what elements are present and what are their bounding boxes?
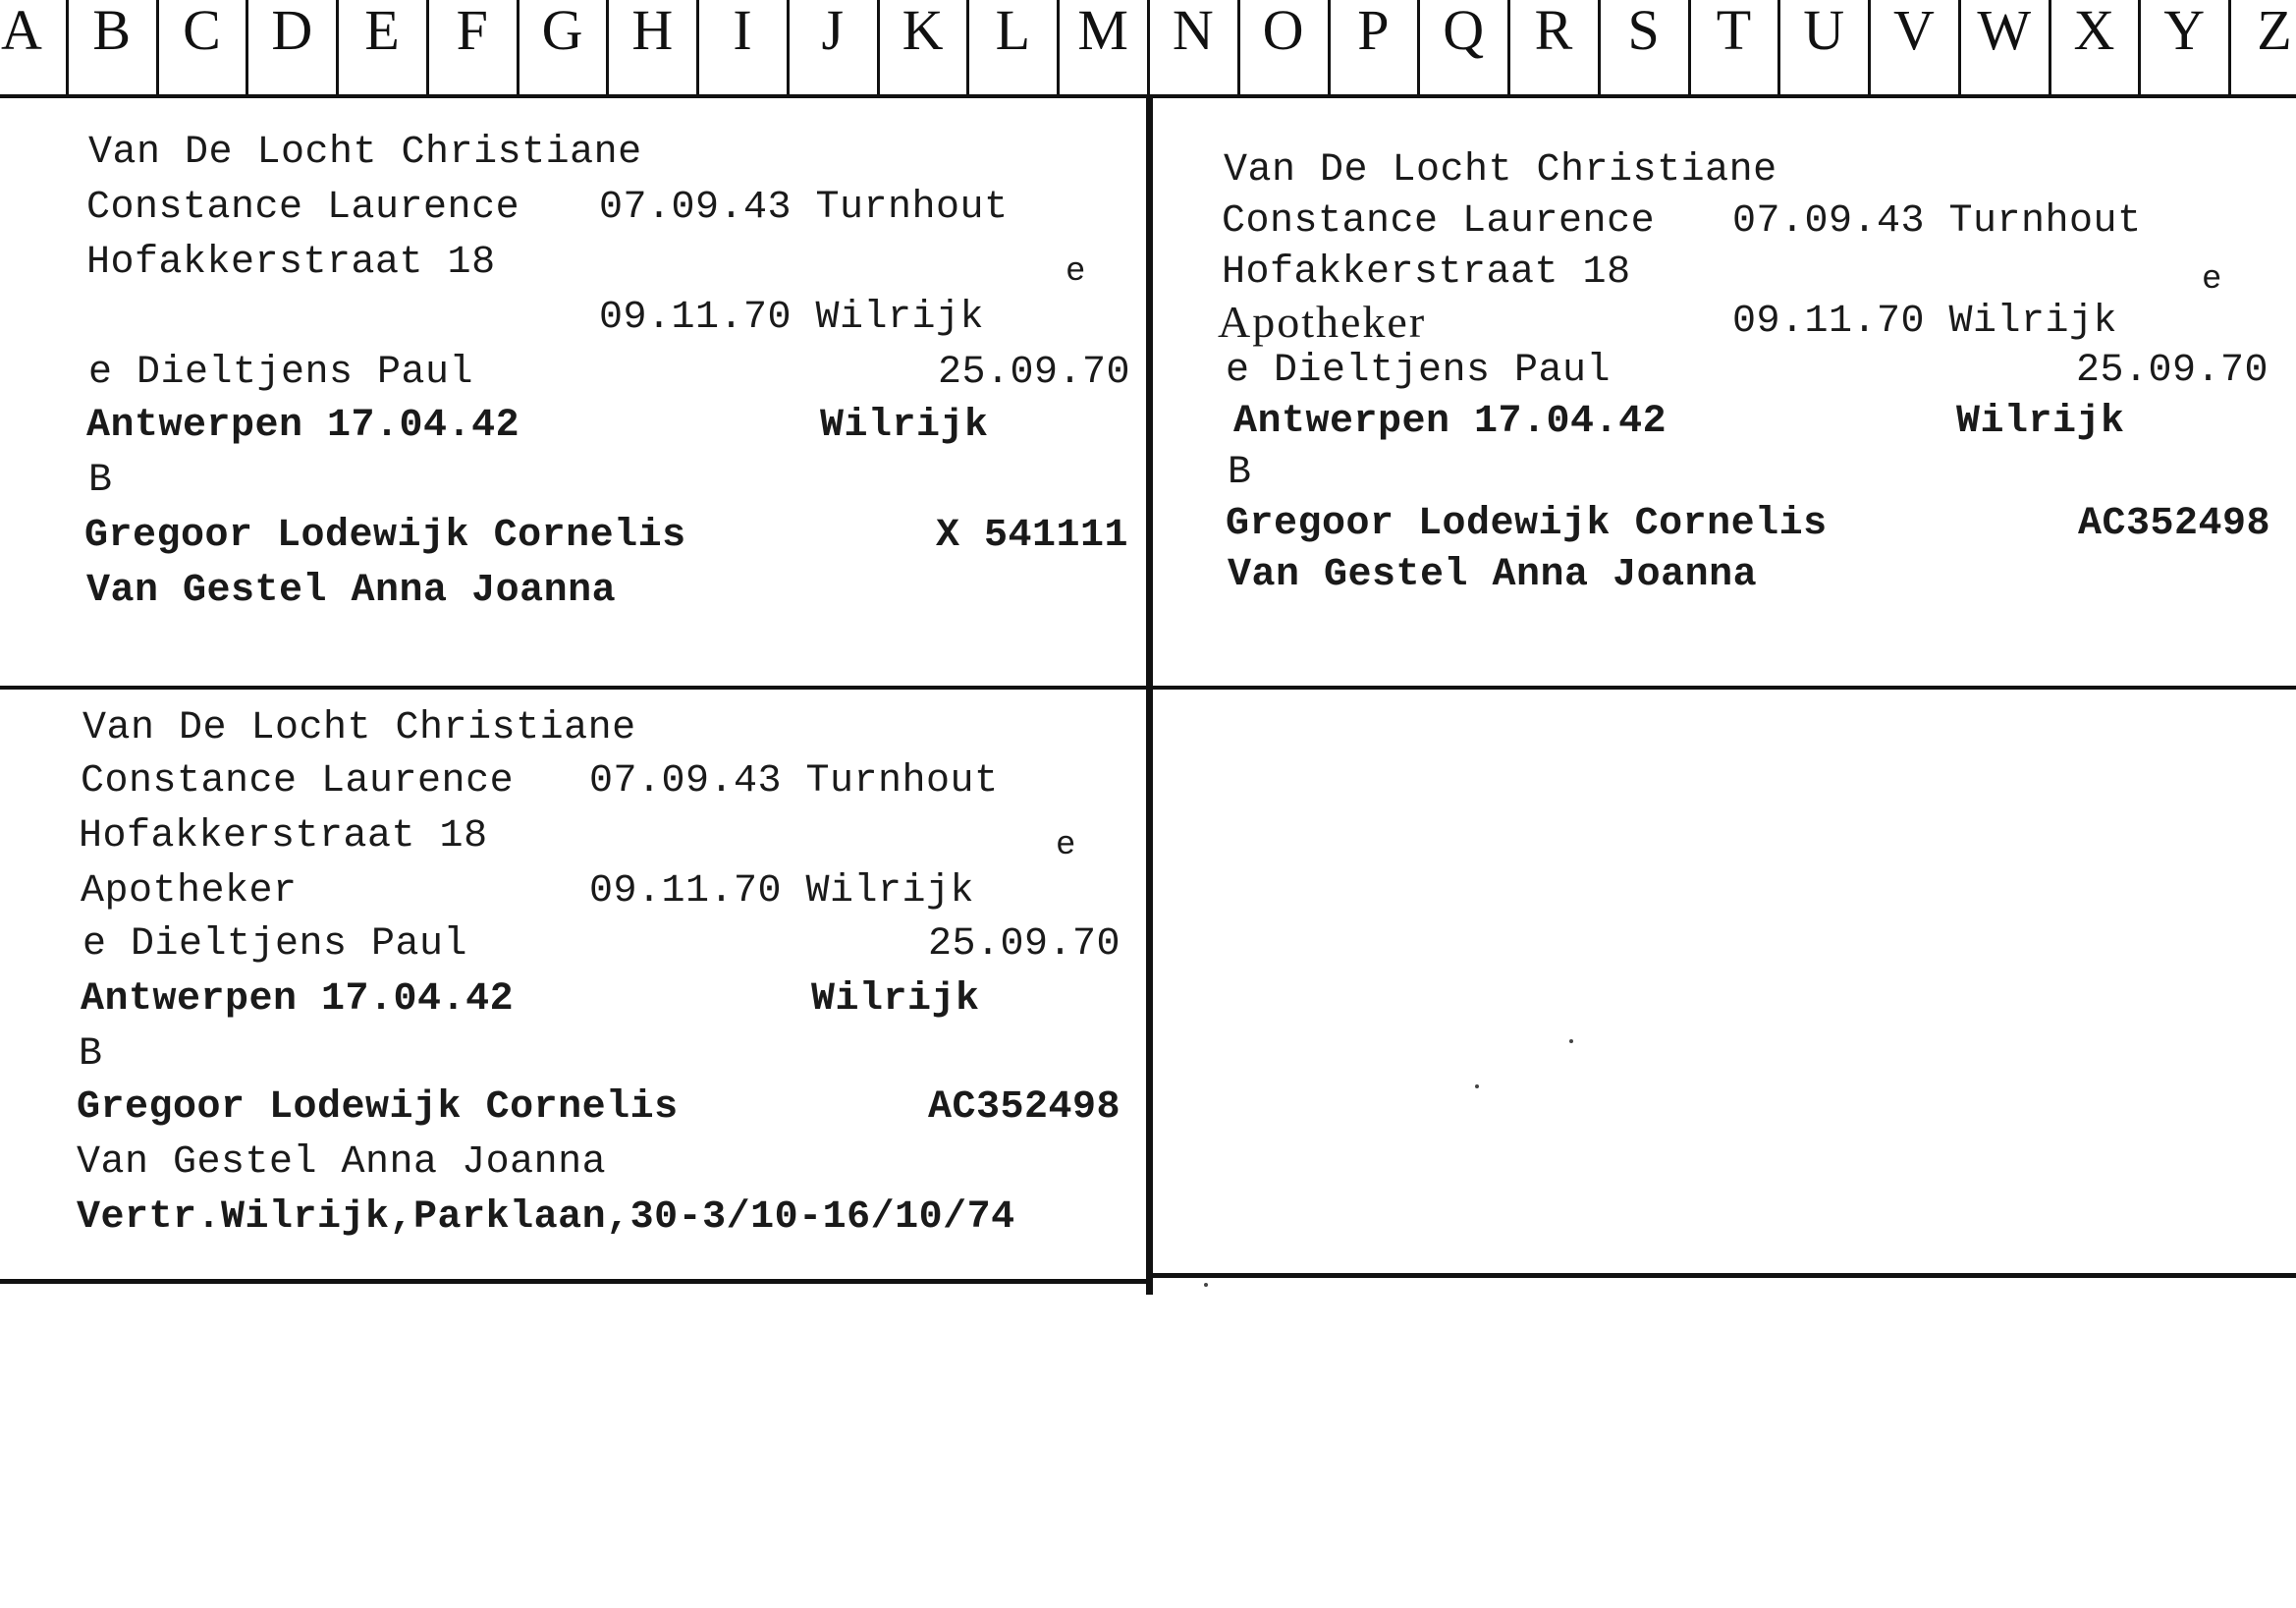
- alphabet-letter-n: N: [1172, 0, 1214, 62]
- card-birth: 07.09.43 Turnhout: [589, 759, 999, 804]
- card-spouse: e Dieltjens Paul: [1226, 349, 1612, 393]
- alphabet-index-header: [0, 0, 2296, 98]
- card-mother: Van Gestel Anna Joanna: [1228, 553, 1758, 597]
- card-address: Hofakkerstraat 18: [86, 241, 496, 285]
- card-code: B: [88, 459, 113, 503]
- alphabet-letter-o: O: [1262, 0, 1304, 62]
- card-mother: Van Gestel Anna Joanna: [77, 1140, 607, 1185]
- card-registered: 09.11.70 Wilrijk: [1732, 300, 2118, 344]
- alphabet-letter-c: C: [183, 0, 221, 62]
- card-birth: 07.09.43 Turnhout: [599, 186, 1009, 230]
- scan-speck: [1475, 1084, 1479, 1088]
- record-card-top-right: [1153, 98, 2296, 686]
- alphabet-letter-d: D: [271, 0, 313, 62]
- card-father: Gregoor Lodewijk Cornelis: [1226, 502, 1828, 546]
- card-spouse: e Dieltjens Paul: [82, 922, 468, 967]
- card-marriage-date: 25.09.70: [938, 351, 1131, 395]
- alphabet-letter-m: M: [1077, 0, 1128, 62]
- card-marriage-date: 25.09.70: [928, 922, 1121, 967]
- card-marker: e: [2202, 261, 2222, 299]
- card-address: Hofakkerstraat 18: [79, 814, 488, 859]
- card-given-names: Constance Laurence: [1222, 199, 1656, 244]
- card-spouse-birth: Antwerpen 17.04.42: [1233, 400, 1667, 444]
- card-profession: Apotheker: [81, 869, 298, 914]
- card-marriage-place: Wilrijk: [820, 404, 989, 448]
- alphabet-letter-e: E: [364, 0, 400, 62]
- horizontal-divider-right: [1153, 686, 2296, 690]
- card-marker: e: [1066, 253, 1086, 291]
- card-given-names: Constance Laurence: [81, 759, 515, 804]
- card-departure-note: Vertr.Wilrijk,Parklaan,30-3/10-16/10/74: [77, 1195, 1015, 1240]
- alphabet-letter-j: J: [821, 0, 845, 62]
- card-marriage-date: 25.09.70: [2076, 349, 2269, 393]
- card-name: Van De Locht Christiane: [1224, 148, 1777, 193]
- alphabet-letter-u: U: [1803, 0, 1845, 62]
- scan-speck: [1569, 1039, 1573, 1043]
- card-registered: 09.11.70 Wilrijk: [599, 296, 985, 340]
- card-name: Van De Locht Christiane: [82, 706, 636, 750]
- card-spouse: e Dieltjens Paul: [88, 351, 474, 395]
- card-id-number: AC352498: [928, 1085, 1121, 1130]
- card-id-number: AC352498: [2078, 502, 2271, 546]
- alphabet-letter-y: Y: [2163, 0, 2206, 62]
- card-code: B: [79, 1032, 103, 1077]
- alphabet-letter-r: R: [1534, 0, 1573, 62]
- card-spouse-birth: Antwerpen 17.04.42: [86, 404, 520, 448]
- card-registered: 09.11.70 Wilrijk: [589, 869, 975, 914]
- alphabet-letter-p: P: [1357, 0, 1390, 62]
- alphabet-letter-z: Z: [2257, 0, 2292, 62]
- vertical-divider: [1146, 98, 1153, 1295]
- alphabet-letter-w: W: [1977, 0, 2032, 62]
- card-name: Van De Locht Christiane: [88, 131, 642, 175]
- record-card-top-left: [0, 98, 1146, 686]
- record-card-bottom-left: [0, 690, 1146, 1279]
- alphabet-letter-i: I: [733, 0, 752, 62]
- alphabet-letter-q: Q: [1443, 0, 1485, 62]
- card-father: Gregoor Lodewijk Cornelis: [77, 1085, 679, 1130]
- alphabet-letter-s: S: [1627, 0, 1660, 62]
- alphabet-letter-b: B: [92, 0, 132, 62]
- bottom-border-right: [1153, 1273, 2296, 1278]
- card-profession: Apotheker: [1218, 297, 1427, 347]
- alphabet-letter-f: F: [456, 0, 488, 62]
- card-marriage-place: Wilrijk: [811, 977, 980, 1022]
- card-address: Hofakkerstraat 18: [1222, 250, 1631, 295]
- card-marker: e: [1056, 827, 1076, 864]
- alphabet-letter-v: V: [1893, 0, 1935, 62]
- card-spouse-birth: Antwerpen 17.04.42: [81, 977, 515, 1022]
- alphabet-letter-k: K: [902, 0, 944, 62]
- scan-speck: [1204, 1283, 1208, 1287]
- card-code: B: [1228, 451, 1252, 495]
- alphabet-letter-l: L: [995, 0, 1031, 62]
- alphabet-letter-h: H: [631, 0, 674, 62]
- bottom-border-left: [0, 1279, 1146, 1284]
- alphabet-letter-a: A: [1, 0, 42, 62]
- card-birth: 07.09.43 Turnhout: [1732, 199, 2142, 244]
- card-given-names: Constance Laurence: [86, 186, 520, 230]
- card-id-number: X 541111: [936, 514, 1129, 558]
- alphabet-letter-g: G: [541, 0, 583, 62]
- card-marriage-place: Wilrijk: [1956, 400, 2125, 444]
- card-mother: Van Gestel Anna Joanna: [86, 569, 617, 613]
- card-father: Gregoor Lodewijk Cornelis: [84, 514, 686, 558]
- alphabet-letter-t: T: [1716, 0, 1752, 62]
- alphabet-letter-x: X: [2073, 0, 2115, 62]
